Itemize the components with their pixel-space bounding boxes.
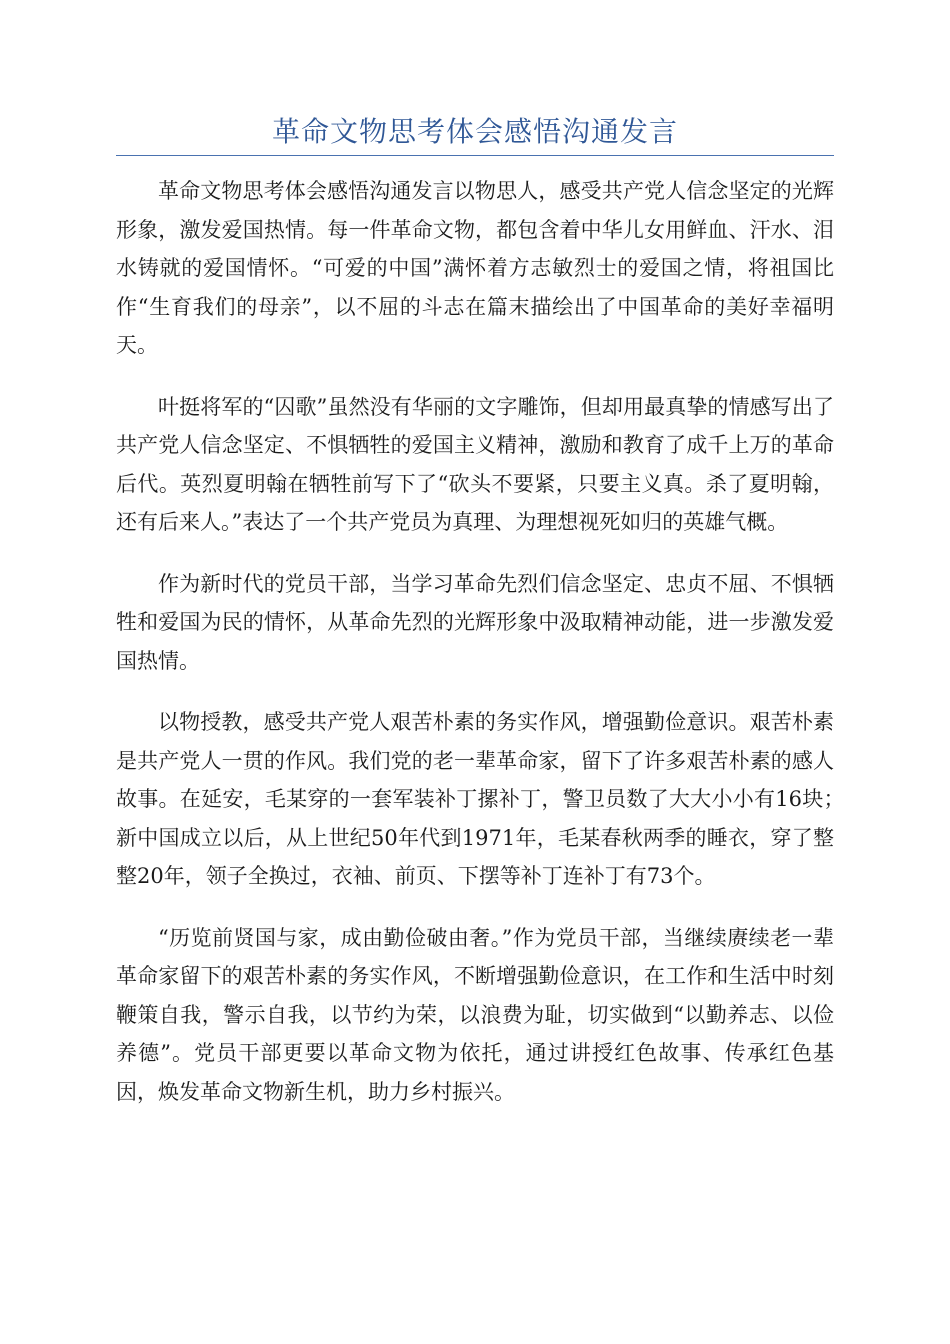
paragraph-1: 革命文物思考体会感悟沟通发言以物思人，感受共产党人信念坚定的光辉形象，激发爱国热情。每一件革命文物，都包含着中华儿女用鲜血、汗水、泪水铸就的爱国情怀。“可爱的中国”满怀着方志敏烈士的爱国之情，将祖国比作“生育我们的母亲”，以不屈的斗志在篇末描绘出了中国革命的美好幸福明天。	[116, 179, 834, 357]
paragraph-4: 以物授教，感受共产党人艰苦朴素的务实作风，增强勤俭意识。艰苦朴素是共产党人一贯的作风。我们党的老一辈革命家，留下了许多艰苦朴素的感人故事。在延安，毛某穿的一套军装补丁摞补丁，警卫员数了大大小小有16块； 新中国成立以后，从上世纪50年代到1971年，毛某春秋两季的睡衣，穿了整整20年，领子全换过，衣袖、前页、下摆等补丁连补丁有73个。	[116, 710, 855, 888]
document-title: 革命文物思考体会感悟沟通发言	[271, 115, 678, 148]
paragraph-3: 作为新时代的党员干部，当学习革命先烈们信念坚定、忠贞不屈、不惧牺牲和爱国为民的情怀，从革命先烈的光辉形象中汲取精神动能，进一步激发爱国热情。	[116, 571, 834, 673]
title-underline	[116, 155, 834, 156]
paragraph-5: “历览前贤国与家，成由勤俭破由奢。”作为党员干部，当继续赓续老一辈革命家留下的艰苦朴素的务实作风，不断增强勤俭意识，在工作和生活中时刻鞭策自我，警示自我，以节约为荣，以浪费为耻，切实做到“以勤养志、以俭养德”。党员干部更要以革命文物为依托，通过讲授红色故事、传承红色基因，焕发革命文物新生机，助力乡村振兴。	[116, 925, 834, 1104]
document-body	[116, 172, 855, 1134]
paragraph-2: 叶挺将军的“囚歌”虽然没有华丽的文字雕饰，但却用最真挚的情感写出了共产党人信念坚定、不惧牺牲的爱国主义精神，激励和教育了成千上万的革命后代。英烈夏明翰在牺牲前写下了“砍头不要紧，只要主义真。杀了夏明翰，还有后来人。”表达了一个共产党员为真理、为理想视死如归的英雄气概。	[116, 394, 834, 534]
